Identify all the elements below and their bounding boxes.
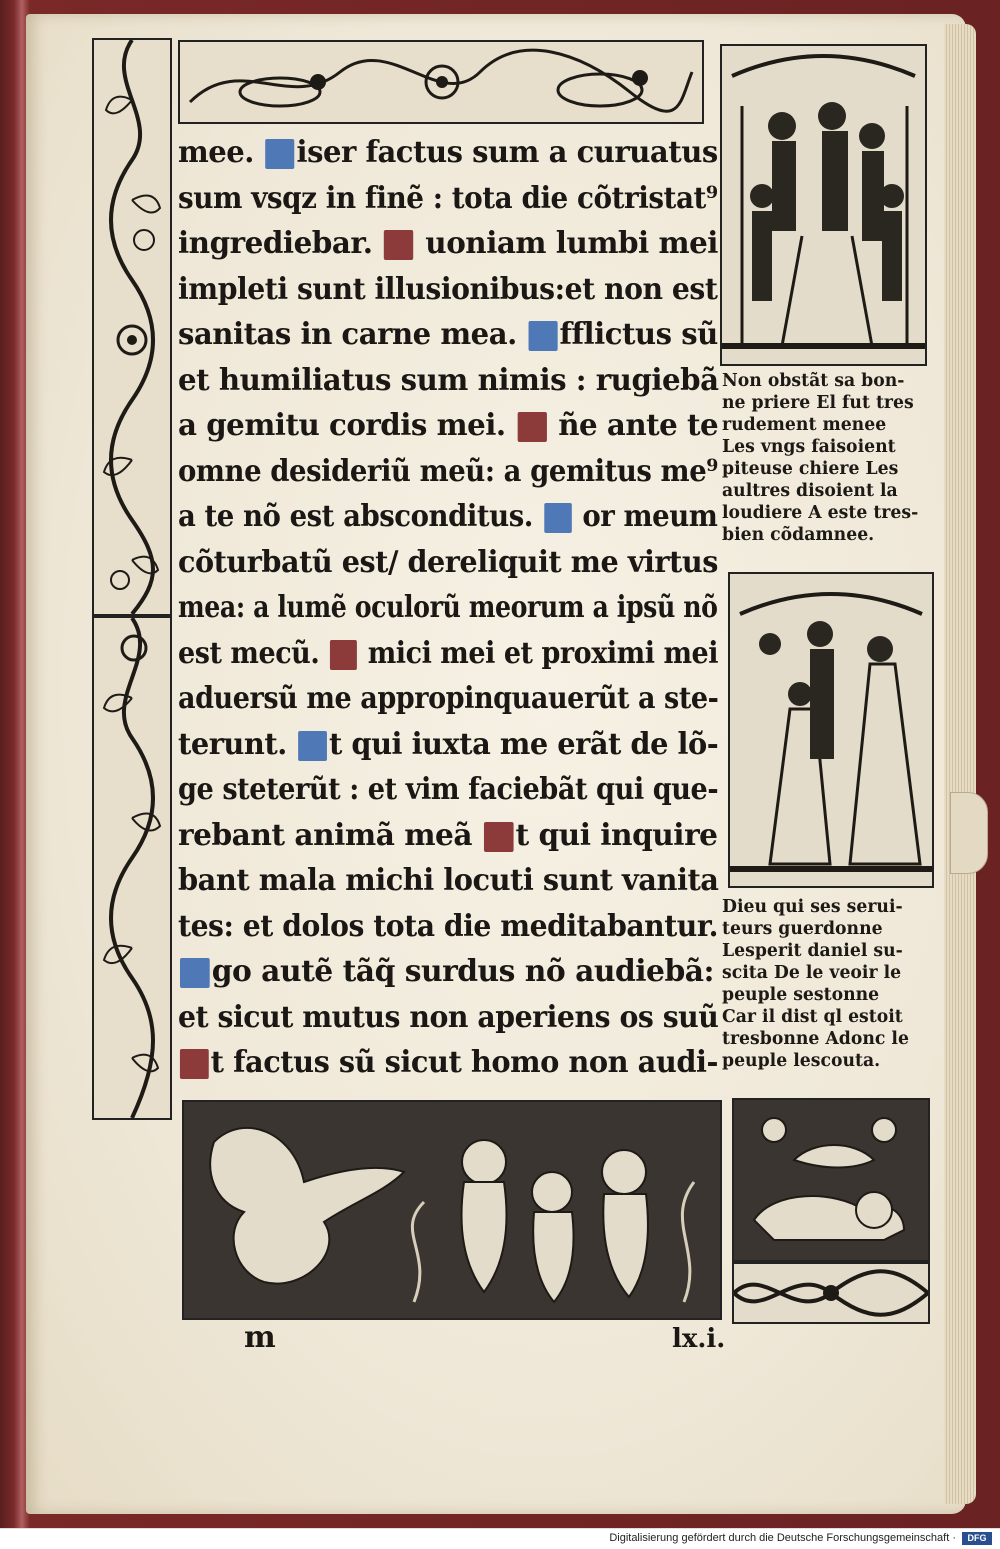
caption-line: tresbonne Adonc le [722,1029,909,1049]
text-segment: rebant animã meã [178,817,482,853]
text-segment: omne desideriũ meũ: a gemitus me⁹ [178,453,718,489]
rubricated-initial-q [384,230,413,260]
text-line [178,585,718,631]
digitization-footer [0,1528,1000,1549]
caption-line: Non obstãt sa bon- [722,371,905,391]
text-segment: et humiliatus sum nimis : rugiebã [178,362,719,398]
caption-line: peuple sestonne [722,985,880,1005]
caption-line: scita De le veoir le [722,963,902,983]
rubricated-initial-e3 [180,958,210,988]
text-line [178,221,718,267]
caption-line: Dieu qui ses serui- [722,897,903,917]
caption-second [722,896,937,1072]
text-segment: uoniam lumbi mei [415,226,718,261]
text-line [178,267,718,313]
caption-line: Les vngs faisoient [722,437,896,457]
bottom-dragon-putti-band [182,1100,722,1320]
text-line [178,403,719,449]
caption-line: teurs guerdonne [722,919,883,939]
text-segment: terunt. [178,726,297,762]
text-line [178,358,719,404]
text-line [178,949,718,995]
rubricated-initial-e [298,731,327,761]
text-segment: sanitas in carne mea. [178,317,527,352]
text-line [178,813,716,859]
caption-first [722,370,937,546]
caption-line: peuple lescouta. [722,1051,881,1071]
page-edges [944,24,976,1504]
text-line [178,540,718,586]
text-segment: mici mei et proximi mei [358,635,719,671]
woodcut-vine-strip [732,1262,930,1324]
caption-line: loudiere A este tres- [722,503,919,523]
rubricated-initial-c [544,503,572,533]
signature-mark: m [244,1320,276,1355]
text-line [178,312,718,358]
text-line [178,767,719,813]
caption-line: Car il dist ql estoit [722,1007,903,1027]
text-segment: or meum [573,499,718,534]
text-line [178,176,718,222]
rubricated-initial-m [266,139,295,169]
text-segment: ñe ante te [548,408,719,443]
woodcut-lion-bird [732,1098,930,1262]
text-line [178,631,719,677]
text-segment: fflictus sũ [559,317,718,352]
text-segment: est mecũ. [178,635,329,671]
rubricated-initial-a [528,321,557,351]
text-line [178,676,719,722]
text-segment: t factus sũ sicut homo non audi- [210,1045,718,1080]
text-segment: t qui inquire [515,817,718,853]
page-tab [950,792,988,874]
caption-line: rudement menee [722,415,887,435]
text-segment: ingrediebar. [178,226,383,261]
rubricated-initial-e2 [484,822,514,852]
text-line [178,494,718,540]
text-segment: tes: et dolos tota die meditabantur. [178,908,719,944]
latin-text-block [178,130,723,1086]
caption-line: Lesperit daniel su- [722,941,903,961]
leaf-number: lx.i. [672,1324,726,1354]
text-segment: sum vsqz in finẽ : tota die cõtristat⁹ [178,180,718,216]
text-segment: bant mala michi locuti sunt vanita [178,863,719,898]
text-segment: iser factus sum a curuatus [296,135,718,170]
text-segment: ge steterũt : et vim faciebãt qui que- [178,772,719,807]
caption-line: piteuse chiere Les [722,459,899,479]
text-line [178,449,718,495]
text-segment: a te nõ est absconditus. [178,499,543,534]
text-segment: mee. [178,135,264,170]
top-ornament-band [178,40,704,124]
text-segment: a gemitu cordis mei. [178,408,516,443]
text-line [178,1040,718,1086]
text-line [178,722,719,768]
text-line [178,130,718,176]
rubricated-initial-d [517,412,546,442]
caption-line: bien cõdamnee. [722,525,875,545]
text-line [178,904,719,950]
left-floral-border-lower [92,616,172,1120]
rubricated-initial-a2 [330,640,357,670]
caption-line: ne priere El fut tres [722,393,914,413]
text-segment: cõturbatũ est/ dereliquit me virtus [178,544,718,580]
text-segment: impleti sunt illusionibus:et non est [178,271,718,307]
woodcut-crowd-scene [720,44,927,366]
text-segment: t qui iuxta me erãt de lõ- [328,726,719,762]
text-segment: go autẽ tãq̃ surdus nõ audiebã: [211,954,715,989]
dfg-logo: DFG [962,1532,992,1545]
text-segment: et sicut mutus non aperiens os suũ [178,999,719,1035]
left-floral-border [92,38,172,616]
rubricated-initial-e4 [180,1049,209,1079]
text-segment: aduersũ me appropinquauerũt a ste- [178,681,719,716]
footer-credit: Digitalisierung gefördert durch die Deutsche Forschungsgemeinschaft · [609,1532,956,1544]
text-line [178,858,719,904]
text-line [178,995,719,1041]
text-segment: mea: a lumẽ oculorũ meorum a ipsũ nõ [178,590,718,625]
caption-line: aultres disoient la [722,481,898,501]
woodcut-susanna-scene [728,572,934,888]
